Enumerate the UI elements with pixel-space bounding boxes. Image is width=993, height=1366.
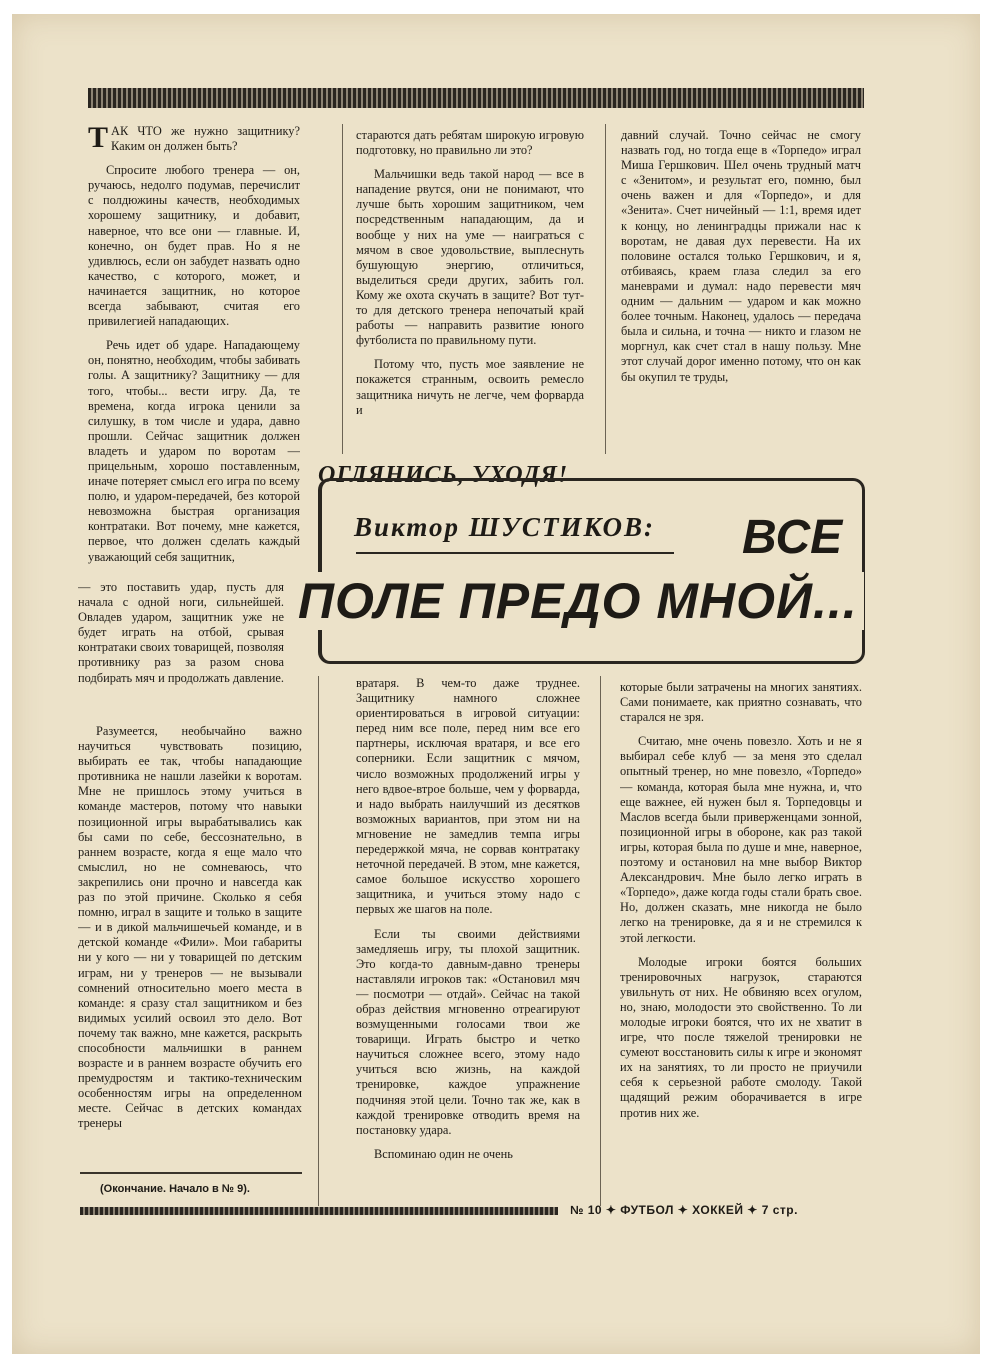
column-divider bbox=[318, 676, 319, 1206]
paragraph: Считаю, мне очень повезло. Хоть и не я выбирал себе клуб — за меня это сделал опытный тренер, но мне повезло, «Торпедо» — команда, которая была мне нужна, и, что еще важнее, ей нужен был я. Торпедовцы и Маслов всегда были приверженцами зонной, позиционной игры в обороне, как раз такой игры, которая была по душе и мне, наверное, поэтому и остановил на мне выбор Виктор Александрович. Мне было легко играть в «Торпедо», даже когда годы стали брать свое. Но, должен сказать, мне никогда не было легко на тренировке, да я и не стремился к этой легкости. bbox=[620, 734, 862, 945]
column-divider bbox=[605, 124, 606, 454]
headline-word: ВСЕ bbox=[742, 511, 843, 564]
paragraph: — это поставить удар, пусть для начала с одной ноги, сильнейшей. Овладев ударом, защитник уже не будет играть на отбой, срывая контратаки своих товарищей, позволяя противнику раз за разом снова подбирать мяч и продолжать давление. bbox=[78, 580, 284, 685]
paragraph: Молодые игроки боятся больших тренировочных нагрузок, стараются увильнуть от них. Не обвиняю всех огулом, но, знаю, молодости это свойственно. То ли молодые игроки боятся, что их не хватит в игре, что после тяжелой тренировки не сумеют восстановить силы к игре и экономят их на занятиях, то ли просто не приучили себя к серьезной работе смолоду. Такой щадящий режим оборачивается в игре против них же. bbox=[620, 954, 862, 1120]
paragraph: которые были затрачены на многих занятиях. Сами понимаете, как приятно сознавать, что старался не зря. bbox=[620, 680, 862, 725]
continuation-note: (Окончание. Начало в № 9). bbox=[100, 1183, 250, 1195]
column-1-bottom bbox=[78, 724, 302, 1170]
author-byline: Виктор ШУСТИКОВ: bbox=[354, 512, 655, 542]
paragraph: вратаря. В чем-то даже труднее. Защитнику намного сложнее ориентироваться в игровой ситуации: перед ним все поле, перед ним все его партнеры, исключая вратаря, и все его соперники. Если защитник с мячом, число возможных продолжений игры у него вдвое-втрое больше, чем у форварда, и надо выбрать наилучший из десятков возможных вариантов, при этом ни на мгновение не замедлив темпа игры передержкой мяча, не сорвав контратаку неточной передачей. В этом, мне кажется, самое большое искусство хорошего защитника, и учиться этому надо с первых же шагов на поле. bbox=[356, 676, 580, 917]
paragraph: Если ты своими действиями замедляешь игру, ты плохой защитник. Это когда-то давным-давно тренеры наставляли игроков так: «Остановил мяч — посмотри — отдай». Сейчас на такой образ действия мгновенно отреагируют возмущенными голосами твои же товарищи. Играть быстро и четко научиться сложнее всего, этому надо учиться всю жизнь, на каждой тренировке, каждое упражнение подчиняя этой цели. Точно так же, как в каждой тренировке отводить время на постановку удара. bbox=[356, 926, 580, 1137]
paragraph: Спросите любого тренера — он, ручаюсь, недолго подумав, перечислит с полдюжины качеств, необходимых хорошему защитнику, и добавит, наверное, что все они — главные. И, конечно, он будет прав. Но я не удивлюсь, если он забудет назвать одно качество, с которого, может, и начинается защитник, но которое всегда забывают, считая его привилегией нападающих. bbox=[88, 163, 300, 329]
paragraph bbox=[88, 124, 300, 154]
bottom-decorative-rule bbox=[80, 1207, 558, 1215]
paragraph: Вспоминаю один не очень bbox=[374, 1146, 513, 1161]
page-footer: № 10 ✦ ФУТБОЛ ✦ ХОККЕЙ ✦ 7 стр. bbox=[570, 1203, 798, 1217]
column-1-middle bbox=[78, 580, 284, 718]
headline-main: ПОЛЕ ПРЕДО МНОЙ... bbox=[292, 572, 864, 630]
paragraph: давний случай. Точно сейчас не смогу назвать год, но тогда еще в «Торпедо» играл Миша Гершкович. Шел очень трудный матч с «Зенитом», и результат его, помню, был очень важен и для «Торпедо», и для «Зенита». Счет ничейный — 1:1, время идет к концу, но ленинградцы прижали нас к воротам, не давая дух перевести. На их половине остался только Гершкович, и я, отбиваясь, краем глаза следил за его маневрами и думал: надо перевести мяч одним — дальним — ударом и как можно более точным. Наконец, удалось — передача была и сильна, и точна — никто и глазом не моргнул, как счет стал в нашу пользу. Мне этот случай дорог именно потому, что он как бы окупил те труды, bbox=[621, 128, 861, 384]
column-3-top bbox=[621, 128, 861, 453]
column-1-top bbox=[88, 124, 300, 564]
paragraph-text: АК ЧТО же нужно защитнику? Каким он должен быть? bbox=[111, 124, 300, 154]
paragraph: Разумеется, необычайно важно научиться чувствовать позицию, выбирать ее так, чтобы нападающие противника не нашли лазейки к воротам. Мне не пришлось этому учиться в команде мастеров, потому что навыки позиционной игры вырабатывались как бы сами по себе, бессознательно, в раннем возрасте, когда я еще мало что смыслил, но не сомневаюсь, что закрепились они прочно и навсегда как раз по этой причине. Сколько я себя помню, играл в защите и только в защите — и в дикой мальчишечьей команде, и в детской команде «Фили». Мои габариты ни у кого — ни у товарищей по детским играм, ни у тренеров — не вызывали сомнений относительно моего места в команде: я сразу стал защитником и без видимых усилий освоил это дело. Вот почему так важно, мне кажется, раскрыть способности мальчишки в раннем возрасте и в раннем возрасте обучить его премудростям и тактико-техническим особенностям игры на определенном месте. Сейчас в детских командах тренеры bbox=[78, 724, 302, 1131]
author-underline bbox=[356, 552, 674, 554]
column-divider bbox=[600, 676, 601, 1206]
column-3-bottom bbox=[620, 680, 862, 1203]
paragraph: Речь идет об ударе. Нападающему он, понятно, необходим, чтобы забивать голы. А защитнику? Защитнику — для того, чтобы... вести игру. Да, те времена, когда игрока ценили за силушку, в том числе и удара, давно прошли. Сейчас защитник должен владеть и ударом по воротам — прицельным, хорошо поставленным, иначе потеряет смысл его игра по всему полю, и ударом-передачей, без которой невозможна быстрая организация контратаки. Вот почему, мне кажется, первое, что должен сделать каждый уважающий себя защитник, bbox=[88, 338, 300, 564]
column-2-bottom bbox=[356, 676, 580, 1201]
column-divider bbox=[342, 124, 343, 454]
column-2-top bbox=[356, 128, 584, 453]
article-kicker: ОГЛЯНИСЬ, УХОДЯ! bbox=[318, 462, 569, 488]
top-decorative-rule bbox=[88, 88, 864, 108]
paragraph: стараются дать ребятам широкую игровую подготовку, но правильно ли это? bbox=[356, 128, 584, 158]
paragraph: Потому что, пусть мое заявление не покажется странным, освоить ремесло защитника ничуть не легче, чем форварда и bbox=[356, 357, 584, 417]
headline-frame bbox=[318, 478, 865, 664]
section-end-rule bbox=[80, 1172, 302, 1174]
paragraph: Мальчишки ведь такой народ — все в нападение рвутся, они не понимают, что лучше быть хорошим защитником, чем посредственным нападающим, да и вообще у них на уме — наиграться с мячом в свое удовольствие, выплеснуть бушующую энергию, отличиться, выделиться среди других, забить гол. Кому же охота скучать в защите? Вот тут-то для детского тренера непочатый край работы — направить развитие юного футболиста по правильному пути. bbox=[356, 167, 584, 348]
drop-cap: Т bbox=[88, 124, 109, 154]
